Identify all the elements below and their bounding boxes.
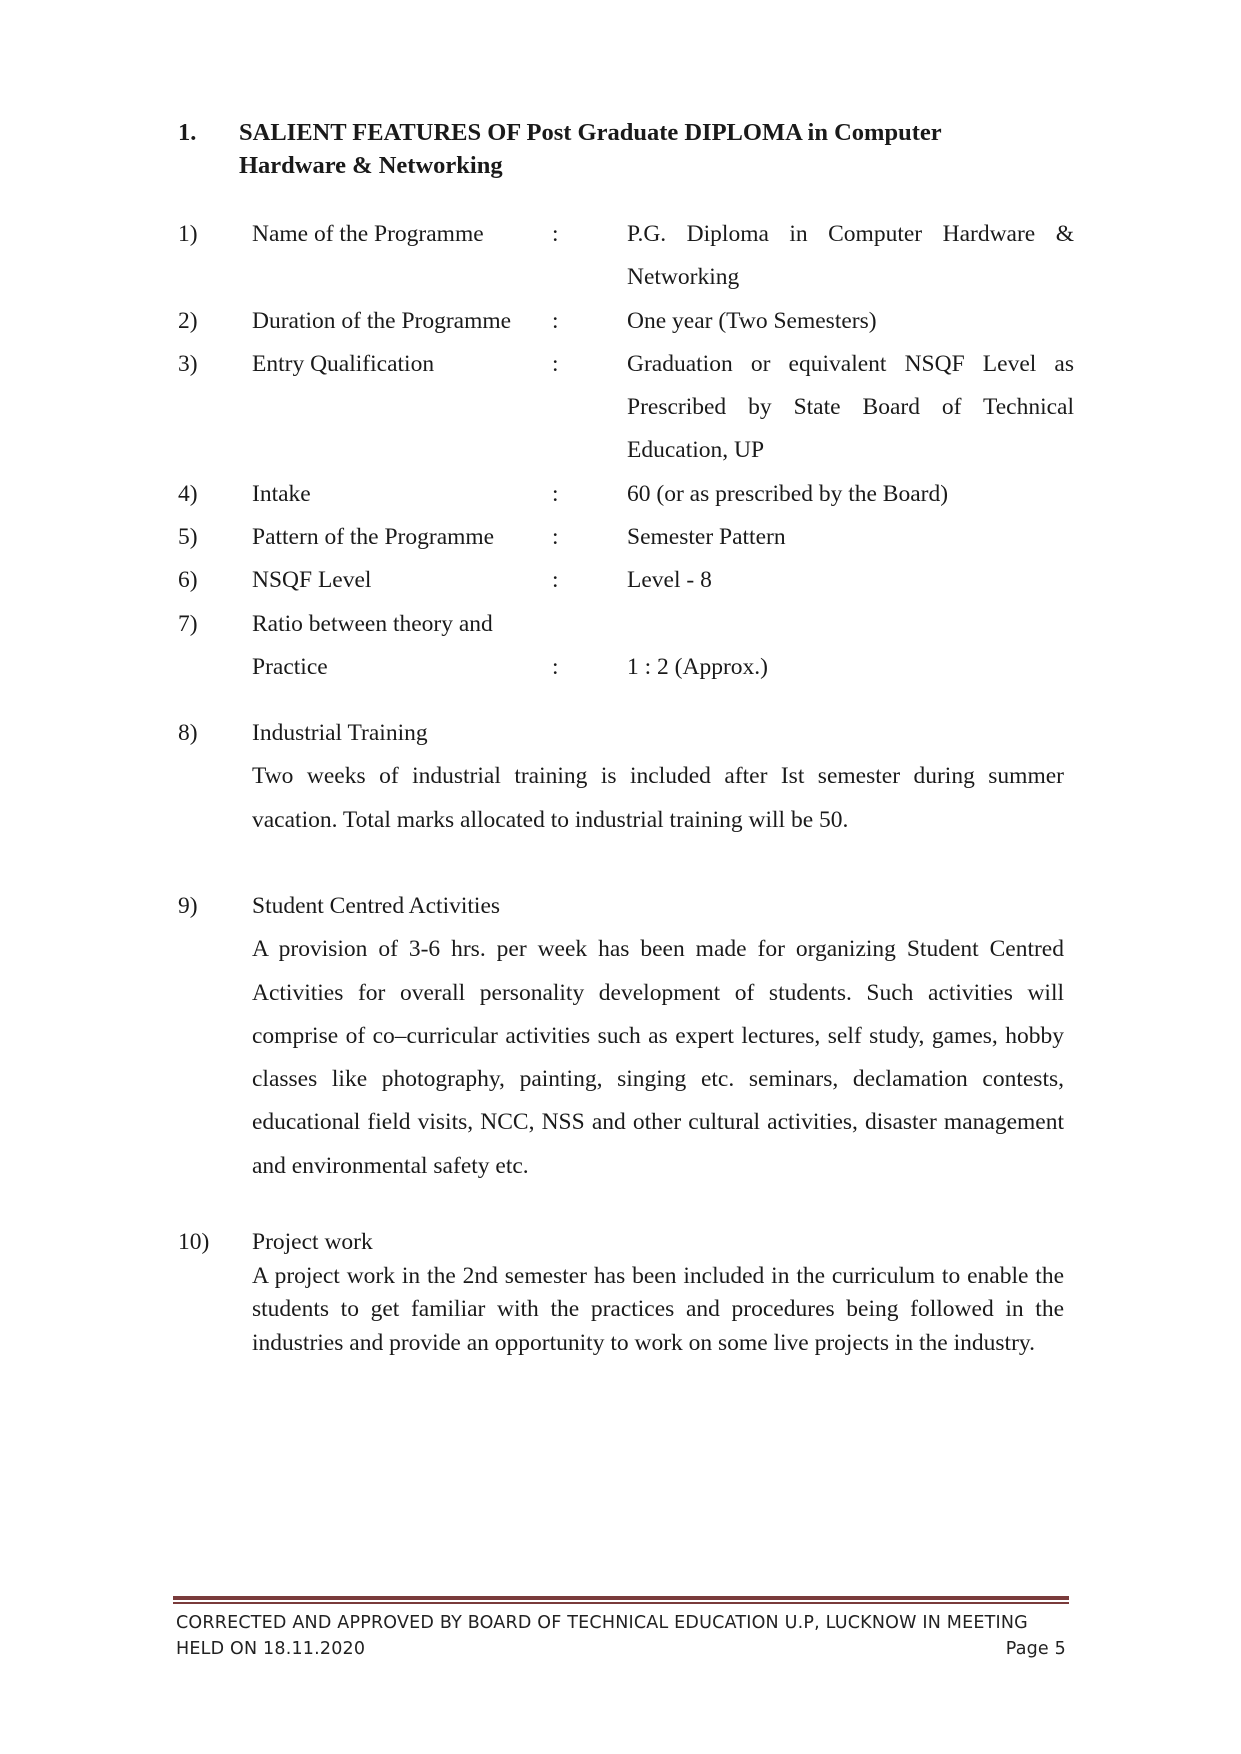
feature-value bbox=[627, 603, 1074, 646]
footer-line-1: CORRECTED AND APPROVED BY BOARD OF TECHNICAL EDUCATION U.P, LUCKNOW IN MEETING bbox=[176, 1613, 1028, 1633]
feature-number: 5) bbox=[178, 524, 198, 551]
feature-row bbox=[178, 559, 1078, 602]
section-student-activities bbox=[178, 885, 1078, 1188]
feature-colon: : bbox=[552, 567, 559, 594]
feature-number: 2) bbox=[178, 307, 198, 334]
page-footer bbox=[176, 1610, 1066, 1662]
feature-number: 4) bbox=[178, 480, 198, 507]
feature-row bbox=[178, 516, 1078, 559]
feature-value: 1 : 2 (Approx.) bbox=[627, 653, 768, 680]
feature-colon: : bbox=[552, 480, 559, 507]
feature-label: Entry Qualification bbox=[252, 350, 435, 377]
section-title: Industrial Training bbox=[252, 720, 428, 746]
section-title: Student Centred Activities bbox=[252, 893, 501, 919]
feature-row bbox=[178, 300, 1078, 343]
feature-row bbox=[178, 646, 1078, 689]
feature-row bbox=[178, 213, 1078, 300]
feature-colon: : bbox=[552, 653, 559, 680]
feature-colon: : bbox=[552, 350, 559, 377]
features-list bbox=[178, 213, 1078, 689]
feature-number: 7) bbox=[178, 610, 198, 637]
section-number: 8) bbox=[178, 720, 198, 746]
feature-label: Intake bbox=[252, 480, 311, 507]
feature-value: One year (Two Semesters) bbox=[627, 307, 877, 334]
feature-number: 6) bbox=[178, 567, 198, 594]
feature-label: Ratio between theory and bbox=[252, 610, 493, 637]
feature-number: 3) bbox=[178, 350, 198, 377]
feature-label: Name of the Programme bbox=[252, 221, 484, 247]
feature-value: 60 (or as prescribed by the Board) bbox=[627, 480, 949, 507]
section-body: Two weeks of industrial training is included after Ist semester during summer vacation. Total marks allocated to industrial training will be 50. bbox=[252, 763, 1064, 833]
feature-row bbox=[178, 473, 1078, 516]
feature-value: Graduation or equivalent NSQF Level as Prescribed by State Board of Technical Education, UP bbox=[627, 350, 1074, 464]
feature-colon: : bbox=[552, 307, 559, 334]
section-title: Project work bbox=[252, 1229, 373, 1255]
section-number: 9) bbox=[178, 893, 198, 919]
footer-divider bbox=[173, 1596, 1069, 1600]
feature-colon: : bbox=[552, 524, 559, 551]
section-number: 10) bbox=[178, 1229, 210, 1255]
feature-label: Duration of the Programme bbox=[252, 307, 512, 334]
footer-line-2: HELD ON 18.11.2020 bbox=[176, 1639, 366, 1659]
section-industrial-training bbox=[178, 712, 1078, 842]
section-body: A project work in the 2nd semester has been included in the curriculum to enable the students to get familiar with the practices and procedures being followed in the industries and provide an opportunity to work on some live projects in the industry. bbox=[252, 1262, 1064, 1356]
feature-row bbox=[178, 603, 1078, 646]
feature-label: Pattern of the Programme bbox=[252, 524, 495, 551]
section-body: A provision of 3-6 hrs. per week has been made for organizing Student Centred Activities for overall personality development of students. Such activities will comprise of co–curricular activities such as expert lectures, self study, games, hobby classes like photography, painting, singing etc. seminars, declamation contests, educational field visits, NCC, NSS and other cultural activities, disaster management and environmental safety etc. bbox=[252, 936, 1064, 1179]
footer-divider-thin bbox=[173, 1602, 1069, 1604]
feature-value: Level - 8 bbox=[627, 567, 712, 594]
feature-value: P.G. Diploma in Computer Hardware & Networking bbox=[627, 221, 1074, 291]
feature-value: Semester Pattern bbox=[627, 524, 786, 551]
feature-colon: : bbox=[552, 221, 559, 247]
section-project-work bbox=[178, 1226, 1078, 1360]
heading-number: 1. bbox=[178, 119, 197, 146]
feature-number: 1) bbox=[178, 221, 198, 247]
feature-row bbox=[178, 343, 1078, 473]
feature-label: Practice bbox=[252, 653, 328, 680]
heading-title: SALIENT FEATURES OF Post Graduate DIPLOMA in Computer Hardware & Networking bbox=[239, 119, 942, 179]
page-number: Page 5 bbox=[1005, 1639, 1066, 1659]
feature-label: NSQF Level bbox=[252, 567, 372, 594]
